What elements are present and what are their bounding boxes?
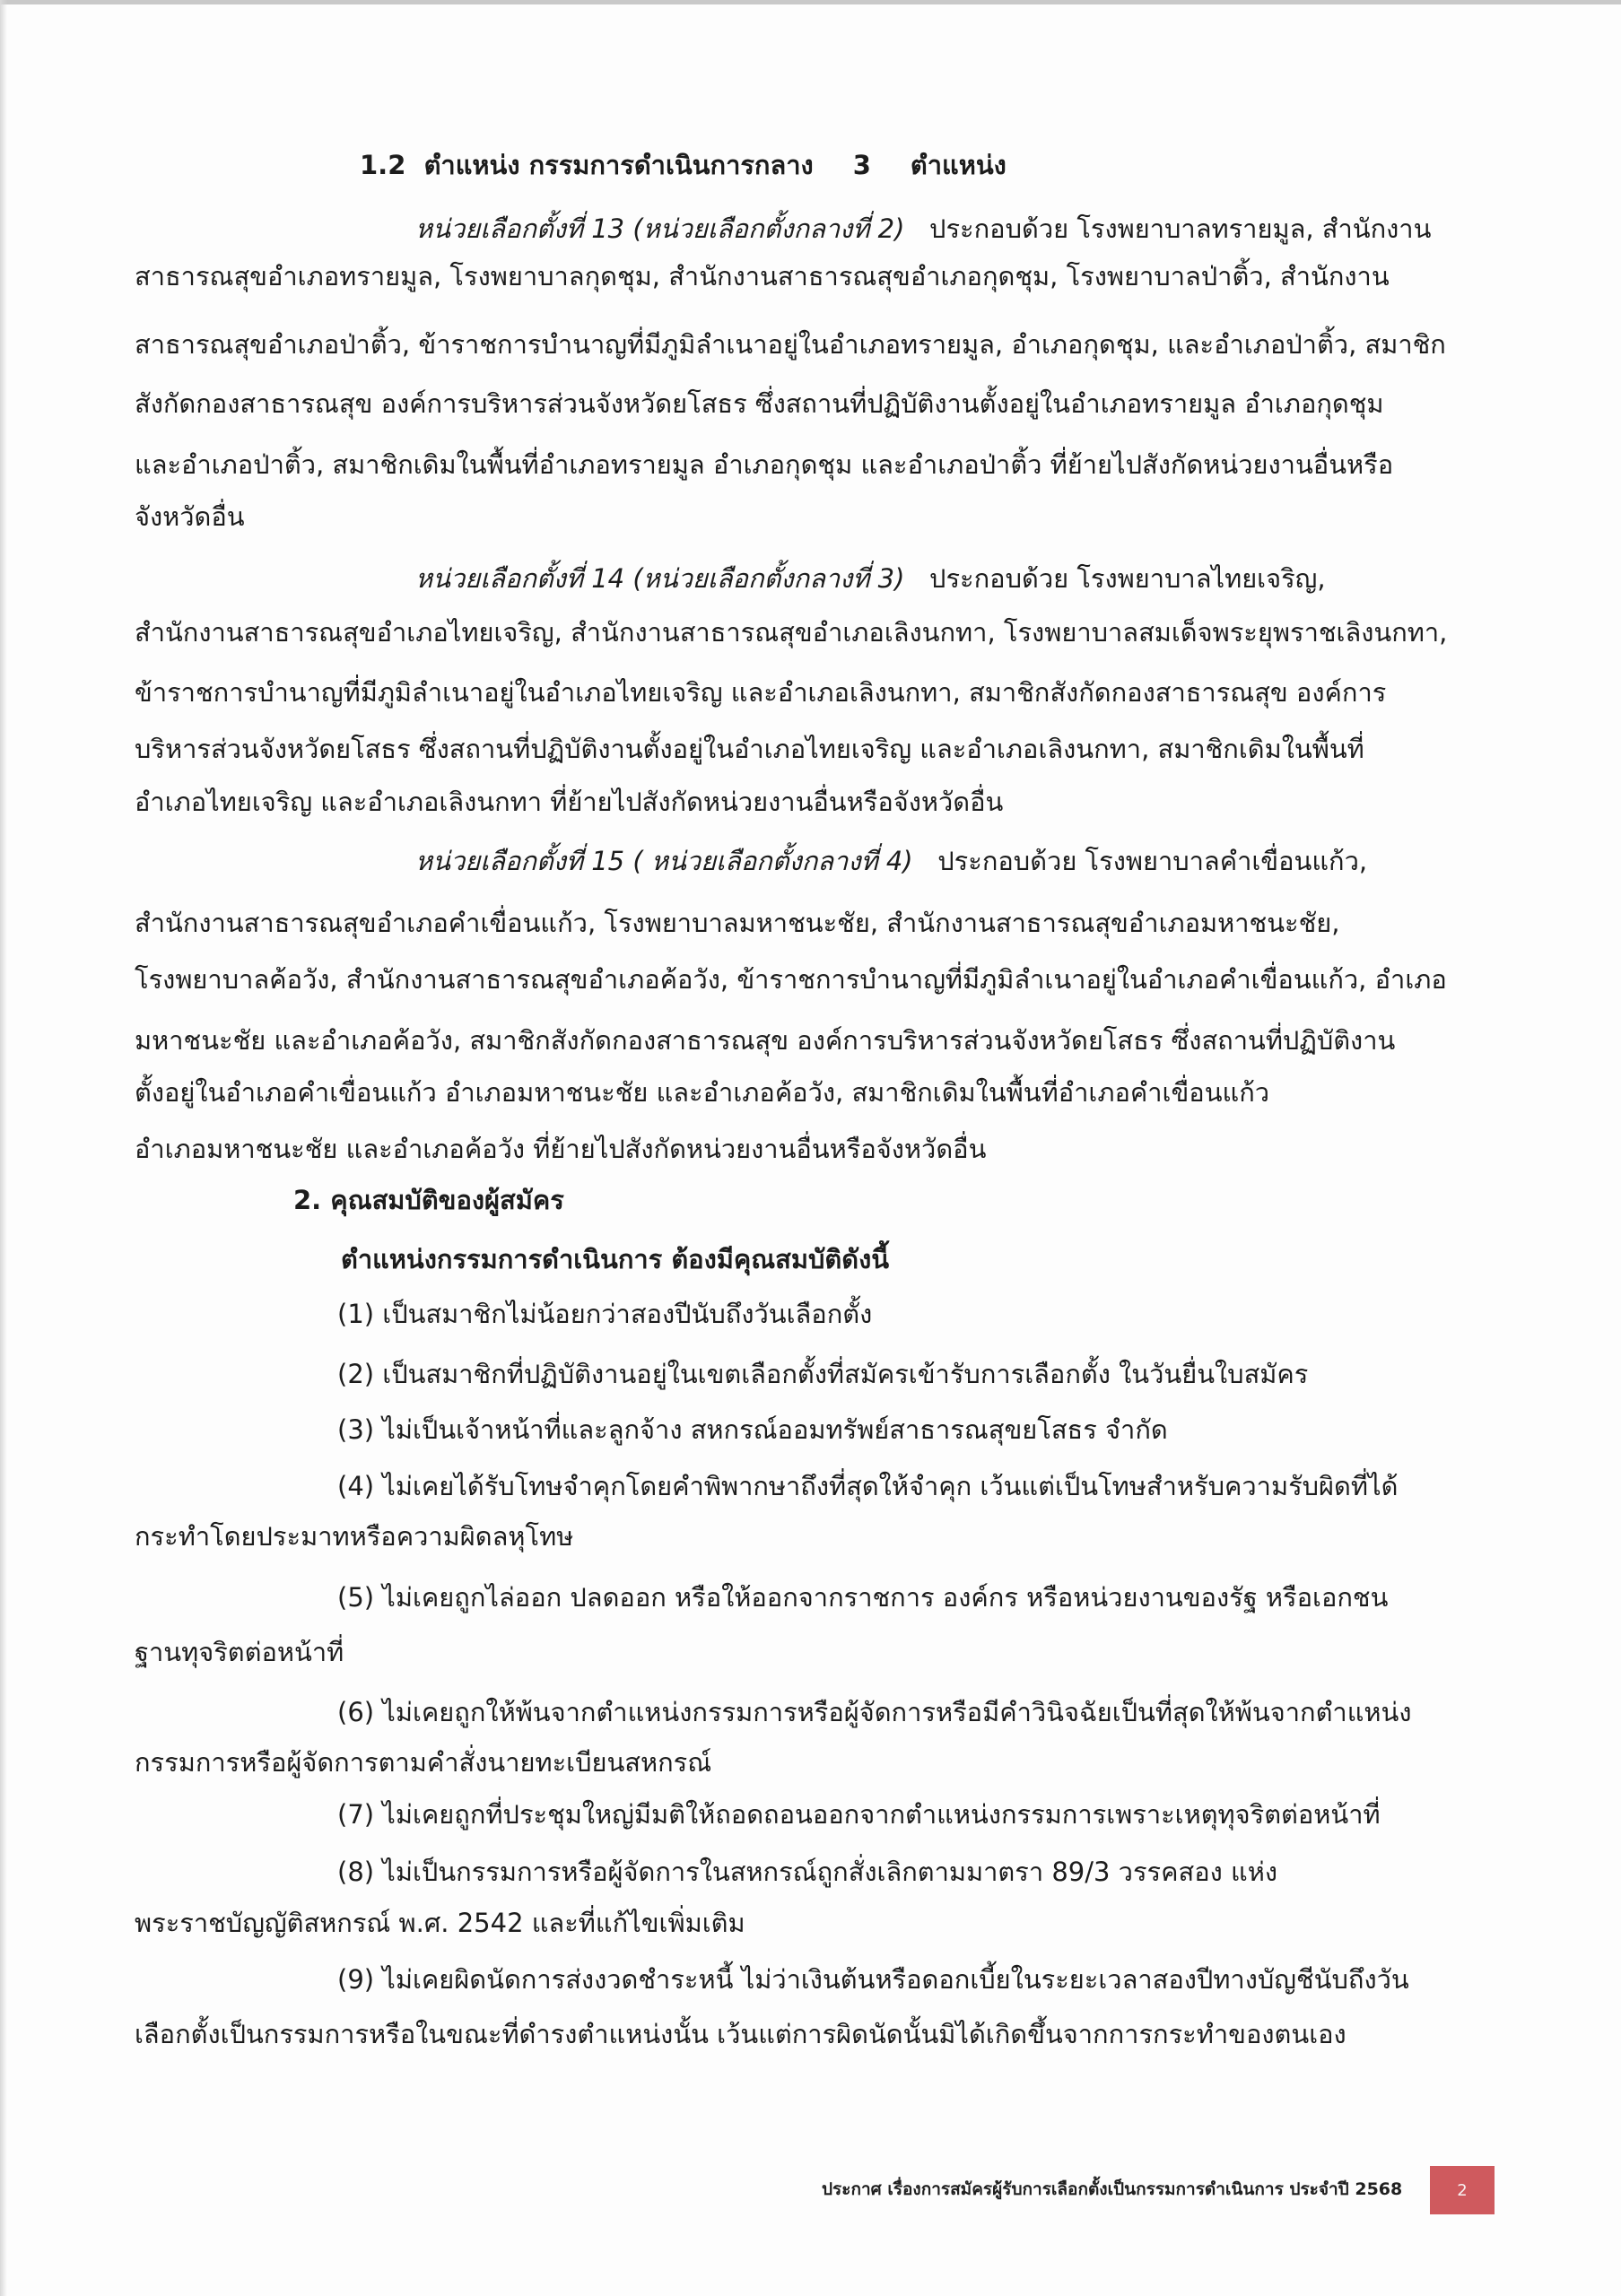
unit-15-line-0: ประกอบด้วย โรงพยาบาลคำเขื่อนแก้ว, — [937, 846, 1368, 876]
page-number-badge — [1430, 2166, 1495, 2214]
unit-15-line-2: โรงพยาบาลค้อวัง, สำนักงานสาธารณสุขอำเภอค้อวัง, ข้าราชการบำนาญที่มีภูมิลำเนาอยู่ในอำเภอคำเขื่อนแก้ว, อำเภอ — [135, 964, 1447, 995]
qualification-item-5: (5) ไม่เคยถูกไล่ออก ปลดออก หรือให้ออกจากราชการ องค์กร หรือหน่วยงานของรัฐ หรือเอกชน — [337, 1582, 1389, 1613]
qualification-item-9: (9) ไม่เคยผิดนัดการส่งงวดชำระหนี้ ไม่ว่าเงินต้นหรือดอกเบี้ยในระยะเวลาสองปีทางบัญชีนับถึงวัน — [337, 1964, 1409, 1995]
unit-13-line-2: สาธารณสุขอำเภอป่าติ้ว, ข้าราชการบำนาญที่มีภูมิลำเนาอยู่ในอำเภอทรายมูล, อำเภอกุดชุม, และอำเภอป่าติ้ว, สมาชิก — [135, 329, 1446, 360]
qualification-item-8-cont: พระราชบัญญัติสหกรณ์ พ.ศ. 2542 และที่แก้ไขเพิ่มเติม — [135, 1908, 745, 1938]
unit-14-line-1: สำนักงานสาธารณสุขอำเภอไทยเจริญ, สำนักงานสาธารณสุขอำเภอเลิงนกทา, โรงพยาบาลสมเด็จพระยุพราชเลิงนกทา, — [135, 617, 1448, 648]
unit-15-line-4: ตั้งอยู่ในอำเภอคำเขื่อนแก้ว อำเภอมหาชนะชัย และอำเภอค้อวัง, สมาชิกเดิมในพื้นที่อำเภอคำเขื่อนแก้ว — [135, 1077, 1270, 1108]
section-1-2-heading — [360, 147, 1007, 183]
unit-13-line-5: จังหวัดอื่น — [135, 501, 245, 532]
unit-14-line-3: บริหารส่วนจังหวัดยโสธร ซึ่งสถานที่ปฏิบัติงานตั้งอยู่ในอำเภอไทยเจริญ และอำเภอเลิงนกทา, สมาชิกเดิมในพื้นที่ — [135, 734, 1364, 764]
unit-15-first-line — [415, 843, 1367, 879]
qualification-item-5-cont: ฐานทุจริตต่อหน้าที่ — [135, 1637, 344, 1667]
unit-14-line-2: ข้าราชการบำนาญที่มีภูมิลำเนาอยู่ในอำเภอไทยเจริญ และอำเภอเลิงนกทา, สมาชิกสังกัดกองสาธารณสุข องค์การ — [135, 677, 1387, 708]
qualification-item-6: (6) ไม่เคยถูกให้พ้นจากตำแหน่งกรรมการหรือผู้จัดการหรือมีคำวินิจฉัยเป็นที่สุดให้พ้นจากตำแหน่ง — [337, 1697, 1412, 1727]
unit-13-line-1: สาธารณสุขอำเภอทรายมูล, โรงพยาบาลกุดชุม, สำนักงานสาธารณสุขอำเภอกุดชุม, โรงพยาบาลป่าติ้ว, สำนักงาน — [135, 261, 1390, 291]
unit-14-first-line — [415, 561, 1326, 596]
section-2-subheading: ตำแหน่งกรรมการดำเนินการ ต้องมีคุณสมบัติดังนี้ — [341, 1244, 890, 1274]
unit-14-title: หน่วยเลือกตั้งที่ 14 (หน่วยเลือกตั้งกลางที่ 3) — [415, 563, 905, 594]
qualification-item-4: (4) ไม่เคยได้รับโทษจำคุกโดยคำพิพากษาถึงที่สุดให้จำคุก เว้นแต่เป็นโทษสำหรับความรับผิดที่ได้ — [337, 1471, 1399, 1501]
qualification-item-3: (3) ไม่เป็นเจ้าหน้าที่และลูกจ้าง สหกรณ์ออมทรัพย์สาธารณสุขยโสธร จำกัด — [337, 1414, 1168, 1445]
footer-announcement: ประกาศ เรื่องการสมัครผู้รับการเลือกตั้งเป็นกรรมการดำเนินการ ประจำปี 2568 — [822, 2179, 1403, 2199]
heading-count: 3 — [852, 150, 871, 180]
unit-14-line-4: อำเภอไทยเจริญ และอำเภอเลิงนกทา ที่ย้ายไปสังกัดหน่วยงานอื่นหรือจังหวัดอื่น — [135, 787, 1004, 817]
page-number: 2 — [1457, 2180, 1468, 2200]
unit-13-line-4: และอำเภอป่าติ้ว, สมาชิกเดิมในพื้นที่อำเภอทรายมูล อำเภอกุดชุม และอำเภอป่าติ้ว ที่ย้ายไปสังกัดหน่วยงานอื่นหรือ — [135, 449, 1394, 480]
unit-14-line-0: ประกอบด้วย โรงพยาบาลไทยเจริญ, — [929, 563, 1326, 594]
unit-13-title: หน่วยเลือกตั้งที่ 13 (หน่วยเลือกตั้งกลางที่ 2) — [415, 213, 905, 244]
qualification-item-9-cont: เลือกตั้งเป็นกรรมการหรือในขณะที่ดำรงตำแหน่งนั้น เว้นแต่การผิดนัดนั้นมิได้เกิดขึ้นจากการกระทำของตนเอง — [135, 2019, 1346, 2049]
qualification-item-2: (2) เป็นสมาชิกที่ปฏิบัติงานอยู่ในเขตเลือกตั้งที่สมัครเข้ารับการเลือกตั้ง ในวันยื่นใบสมัคร — [337, 1359, 1309, 1389]
qualification-item-8: (8) ไม่เป็นกรรมการหรือผู้จัดการในสหกรณ์ถูกสั่งเลิกตามมาตรา 89/3 วรรคสอง แห่ง — [337, 1857, 1277, 1887]
heading-text: ตำแหน่ง กรรมการดำเนินการกลาง — [423, 150, 814, 180]
qualification-item-7: (7) ไม่เคยถูกที่ประชุมใหญ่มีมติให้ถอดถอนออกจากตำแหน่งกรรมการเพราะเหตุทุจริตต่อหน้าที่ — [337, 1799, 1381, 1830]
qualification-item-6-cont: กรรมการหรือผู้จัดการตามคำสั่งนายทะเบียนสหกรณ์ — [135, 1747, 712, 1778]
unit-15-line-1: สำนักงานสาธารณสุขอำเภอคำเขื่อนแก้ว, โรงพยาบาลมหาชนะชัย, สำนักงานสาธารณสุขอำเภอมหาชนะชัย, — [135, 908, 1340, 938]
scan-edge-left — [0, 0, 7, 2296]
unit-15-title: หน่วยเลือกตั้งที่ 15 ( หน่วยเลือกตั้งกลางที่ 4) — [415, 846, 913, 876]
unit-13-line-3: สังกัดกองสาธารณสุข องค์การบริหารส่วนจังหวัดยโสธร ซึ่งสถานที่ปฏิบัติงานตั้งอยู่ในอำเภอทรายมูล อำเภอกุดชุม — [135, 388, 1384, 419]
section-2-heading: 2. คุณสมบัติของผู้สมัคร — [293, 1185, 564, 1215]
unit-13-first-line — [415, 211, 1431, 247]
unit-13-line-0: ประกอบด้วย โรงพยาบาลทรายมูล, สำนักงาน — [929, 213, 1432, 244]
heading-number: 1.2 — [360, 150, 406, 180]
unit-15-line-3: มหาชนะชัย และอำเภอค้อวัง, สมาชิกสังกัดกองสาธารณสุข องค์การบริหารส่วนจังหวัดยโสธร ซึ่งสถานที่ปฏิบัติงาน — [135, 1025, 1396, 1056]
scan-edge-top — [0, 0, 1621, 4]
heading-unit: ตำแหน่ง — [910, 150, 1007, 180]
unit-15-line-5: อำเภอมหาชนะชัย และอำเภอค้อวัง ที่ย้ายไปสังกัดหน่วยงานอื่นหรือจังหวัดอื่น — [135, 1134, 987, 1164]
qualification-item-4-cont: กระทำโดยประมาทหรือความผิดลหุโทษ — [135, 1521, 574, 1552]
qualification-item-1: (1) เป็นสมาชิกไม่น้อยกว่าสองปีนับถึงวันเลือกตั้ง — [337, 1299, 873, 1329]
